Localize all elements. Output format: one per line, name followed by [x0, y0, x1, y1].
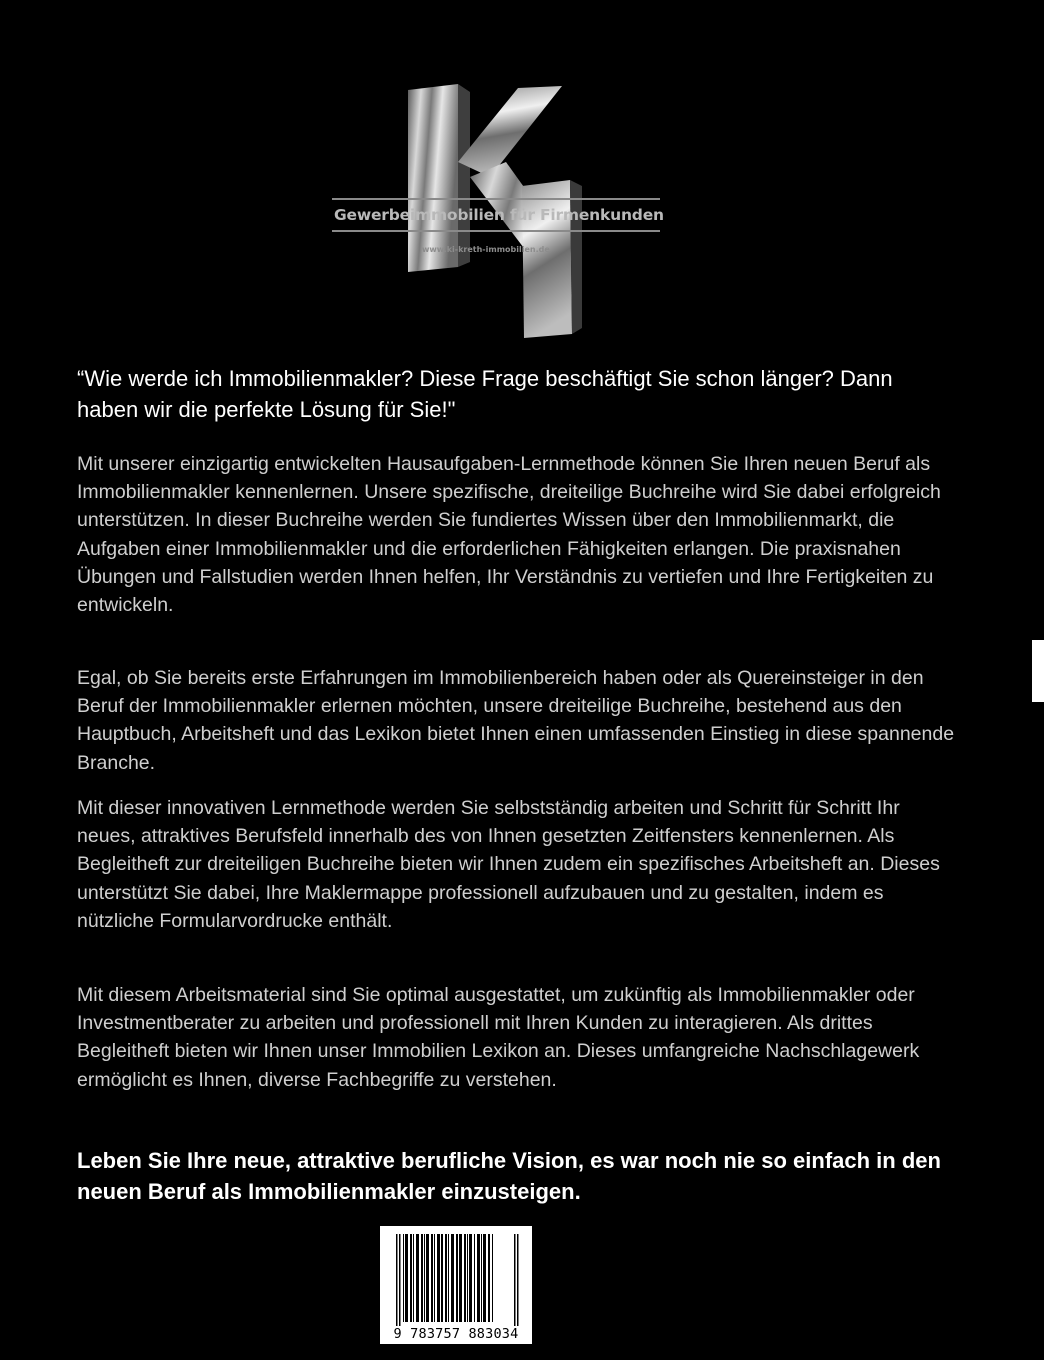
logo-url: www.ki-kreth-immobilien.de [422, 245, 550, 254]
barcode-bars-icon [380, 1226, 532, 1326]
edge-marker [1032, 640, 1044, 702]
isbn-number: 9 783757 883034 [393, 1326, 519, 1342]
isbn-barcode [380, 1226, 532, 1344]
body-paragraph-1: Mit unserer einzigartig entwickelten Hausaufgaben-Lernmethode können Sie Ihren neuen Beruf als Immobilienmakler kennenlernen. Unsere spezifische, dreiteilige Buchreihe wird Sie dabei erfolgreich unterstützen. In dieser Buchreihe werden Sie fundiertes Wissen über den Immobilienmarkt, die Aufgaben einer Immobilienmakler und die erforderlichen Fähigkeiten erlangen. Die praxisnahen Übungen und Fallstudien werden Ihnen helfen, Ihr Verständnis zu vertiefen und Ihre Fertigkeiten zu entwickeln. [77, 453, 941, 617]
body-paragraph-4: Mit diesem Arbeitsmaterial sind Sie optimal ausgestattet, um zukünftig als Immobilienmakler oder Investmentberater zu arbeiten und professionell mit Ihren Kunden zu interagieren. Als drittes Begleitheft bieten wir Ihnen unser Immobilien Lexikon an. Dieses umfangreiche Nachschlagewerk ermöglicht es Ihnen, diverse Fachbegriffe zu verstehen. [77, 984, 920, 1091]
intro-quote: “Wie werde ich Immobilienmakler? Diese Frage beschäftigt Sie schon länger? Dann haben wir die perfekte Lösung für Sie!" [77, 366, 893, 422]
logo-tagline: Gewerbeimmobilien für Firmenkunden [334, 206, 664, 224]
body-paragraph-2: Egal, ob Sie bereits erste Erfahrungen im Immobilienbereich haben oder als Quereinsteiger in den Beruf der Immobilienmakler erlernen möchten, unsere dreiteilige Buchreihe, bestehend aus den Hauptbuch, Arbeitsheft und das Lexikon bietet Ihnen einen umfassenden Einstieg in diese spannende Branche. [77, 667, 955, 774]
publisher-logo [330, 82, 665, 340]
closing-statement: Leben Sie Ihre neue, attraktive berufliche Vision, es war noch nie so einfach in den neuen Beruf als Immobilienmakler einzusteigen. [77, 1148, 941, 1204]
body-paragraph-3: Mit dieser innovativen Lernmethode werden Sie selbstständig arbeiten und Schritt für Schritt Ihr neues, attraktives Berufsfeld innerhalb des von Ihnen gesetzten Zeitfensters kennenlernen. Als Begleitheft zur dreiteiligen Buchreihe bieten wir Ihnen zudem ein spezifisches Arbeitsheft an. Dieses unterstützt Sie dabei, Ihre Maklermappe professionell aufzubauen und zu gestalten, indem es nützliche Formularvordrucke enthält. [77, 797, 940, 932]
